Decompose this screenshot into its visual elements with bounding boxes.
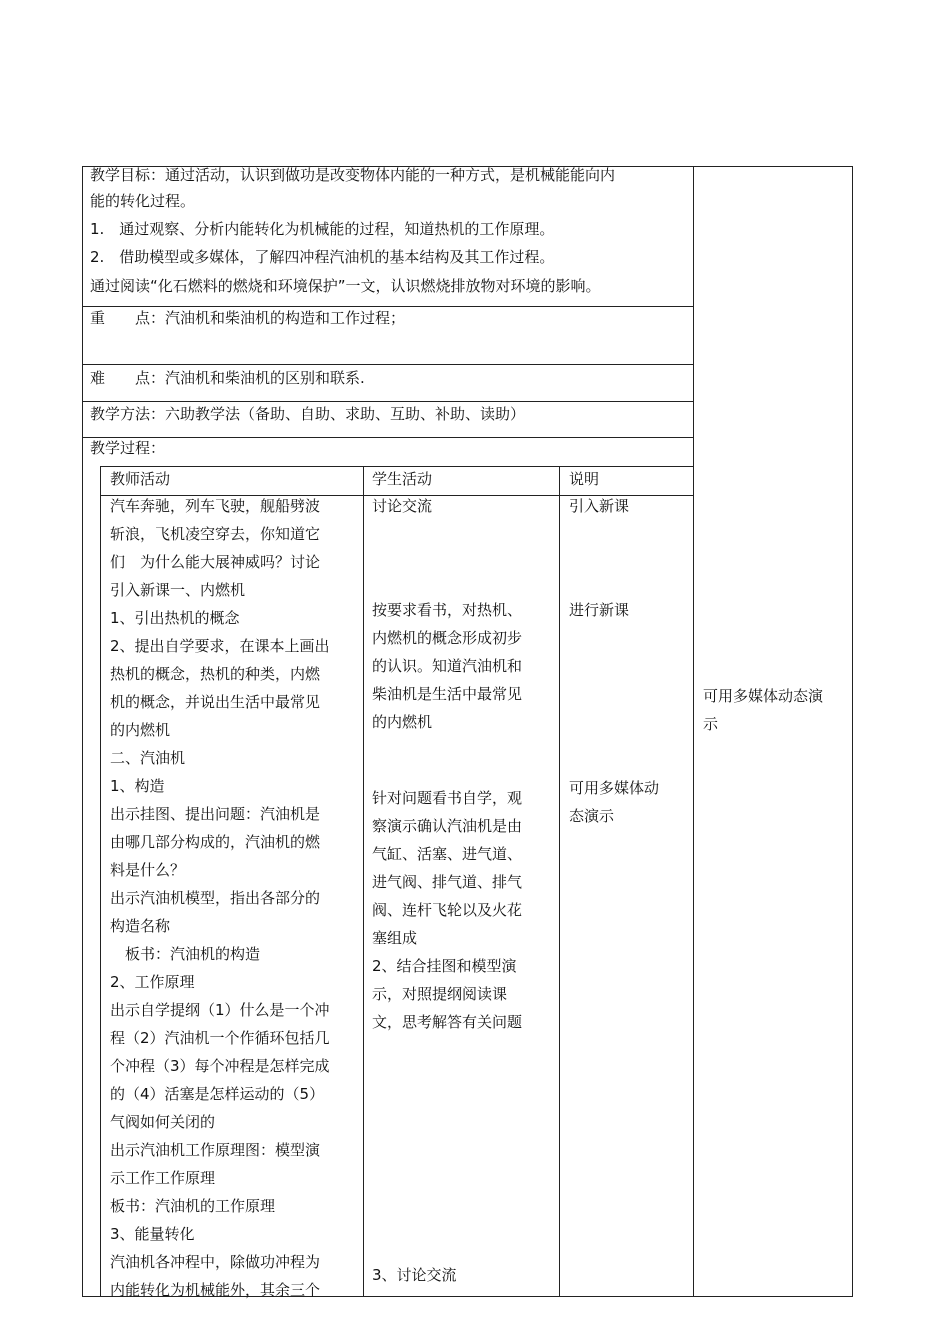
right-column-divider [693, 166, 694, 1297]
teacher-line: 程（2）汽油机一个作循环包括几 [110, 1029, 330, 1047]
student-block-discussion [372, 1261, 556, 1289]
teacher-line: 由哪几部分构成的，汽油机的燃 [110, 833, 321, 851]
student-line: 示，对照提纲阅读课 [372, 985, 508, 1003]
outer-left-border [82, 166, 83, 1297]
note-line: 态演示 [569, 807, 615, 825]
student-block-structure [372, 784, 556, 1036]
divider-after-keypoint [82, 364, 694, 365]
teacher-line: 示工作工作原理 [110, 1169, 216, 1187]
teacher-line: 料是什么？ [110, 861, 186, 879]
note-block-intro [569, 492, 689, 520]
teacher-line: 的内燃机 [110, 721, 171, 739]
key-point: 重 点：汽油机和柴油机的构造和工作过程； [90, 309, 406, 327]
teacher-line: 1、构造 [110, 777, 165, 795]
teacher-line: 出示挂图、提出问题：汽油机是 [110, 805, 321, 823]
side-note-line: 可用多媒体动态演 [703, 687, 824, 705]
objectives-line-1: 教学目标：通过活动，认识到做功是改变物体内能的一种方式，是机械能能向内 [90, 166, 616, 184]
teacher-line: 出示汽油机工作原理图：模型演 [110, 1141, 321, 1159]
header-student: 学生活动 [372, 470, 433, 488]
teacher-line: 斩浪，飞机凌空穿去，你知道它 [110, 525, 321, 543]
student-line: 察演示确认汽油机是由 [372, 817, 523, 835]
student-block-intro [372, 492, 556, 520]
inner-col-divider-2 [559, 466, 560, 1296]
header-teacher: 教师活动 [110, 470, 171, 488]
student-line: 3、讨论交流 [372, 1266, 457, 1284]
student-line: 文，思考解答有关问题 [372, 1013, 523, 1031]
header-note: 说明 [569, 470, 600, 488]
teacher-line: 构造名称 [110, 917, 171, 935]
teacher-line: 汽油机各冲程中，除做功冲程为 [110, 1253, 321, 1271]
teaching-method: 教学方法：六助教学法（备助、自助、求助、互助、补助、读助） [90, 405, 526, 423]
student-line: 2、结合挂图和模型演 [372, 957, 517, 975]
student-line: 柴油机是生活中最常见 [372, 685, 523, 703]
process-title: 教学过程： [90, 439, 166, 457]
teacher-line: 3、能量转化 [110, 1225, 195, 1243]
teacher-line: 1、引出热机的概念 [110, 609, 240, 627]
student-line: 讨论交流 [372, 497, 433, 515]
difficulty: 难 点：汽油机和柴油机的区别和联系. [90, 369, 365, 387]
teacher-line: 二、汽油机 [110, 749, 186, 767]
divider-after-objectives [82, 306, 694, 307]
student-line: 阀、连杆飞轮以及火花 [372, 901, 523, 919]
teacher-line: 个冲程（3）每个冲程是怎样完成 [110, 1057, 330, 1075]
inner-col-divider-1 [363, 466, 364, 1296]
teacher-line: 汽车奔驰，列车飞驶，舰船劈波 [110, 497, 321, 515]
note-block-multimedia [569, 774, 689, 830]
side-note-line: 示 [703, 715, 719, 733]
student-line: 进气阀、排气道、排气 [372, 873, 523, 891]
objective-item-2: 2. 借助模型或多媒体，了解四冲程汽油机的基本结构及其工作过程。 [90, 248, 555, 266]
teacher-line: 引入新课一、内燃机 [110, 581, 246, 599]
teacher-line: 板书：汽油机的构造 [110, 945, 261, 963]
teacher-activity [110, 492, 360, 1304]
side-note [703, 682, 849, 738]
objective-item-1: 1. 通过观察、分析内能转化为机械能的过程，知道热机的工作原理。 [90, 220, 555, 238]
student-line: 的内燃机 [372, 713, 433, 731]
outer-right-border [852, 166, 853, 1297]
note-line: 进行新课 [569, 601, 630, 619]
teacher-line: 出示自学提纲（1）什么是一个冲 [110, 1001, 330, 1019]
teacher-line: 机的概念，并说出生活中最常见 [110, 693, 321, 711]
note-line: 引入新课 [569, 497, 630, 515]
teacher-line: 板书：汽油机的工作原理 [110, 1197, 276, 1215]
teacher-line: 热机的概念，热机的种类，内燃 [110, 665, 321, 683]
teacher-line: 内能转化为机械能外，其余三个 [110, 1281, 321, 1299]
teacher-line: 2、提出自学要求，在课本上画出 [110, 637, 330, 655]
teacher-line: 出示汽油机模型，指出各部分的 [110, 889, 321, 907]
teacher-line: 气阀如何关闭的 [110, 1113, 216, 1131]
teacher-line: 2、工作原理 [110, 973, 195, 991]
student-line: 内燃机的概念形成初步 [372, 629, 523, 647]
student-line: 塞组成 [372, 929, 418, 947]
student-line: 气缸、活塞、进气道、 [372, 845, 523, 863]
student-line: 的认识。知道汽油机和 [372, 657, 523, 675]
student-line: 按要求看书，对热机、 [372, 601, 523, 619]
note-block-new-lesson [569, 596, 689, 624]
inner-table-left [100, 466, 101, 1296]
teacher-line: 们 为什么能大展神威吗？讨论 [110, 553, 321, 571]
teacher-line: 的（4）活塞是怎样运动的（5） [110, 1085, 325, 1103]
inner-table-top [100, 466, 693, 467]
note-line: 可用多媒体动 [569, 779, 660, 797]
student-line: 针对问题看书自学，观 [372, 789, 523, 807]
objectives-line-2: 能的转化过程。 [90, 192, 196, 210]
student-block-heat-engine [372, 596, 556, 736]
objective-item-3: 通过阅读“化石燃料的燃烧和环境保护”一文，认识燃烧排放物对环境的影响。 [90, 277, 601, 295]
divider-after-method [82, 437, 694, 438]
divider-after-difficulty [82, 401, 694, 402]
